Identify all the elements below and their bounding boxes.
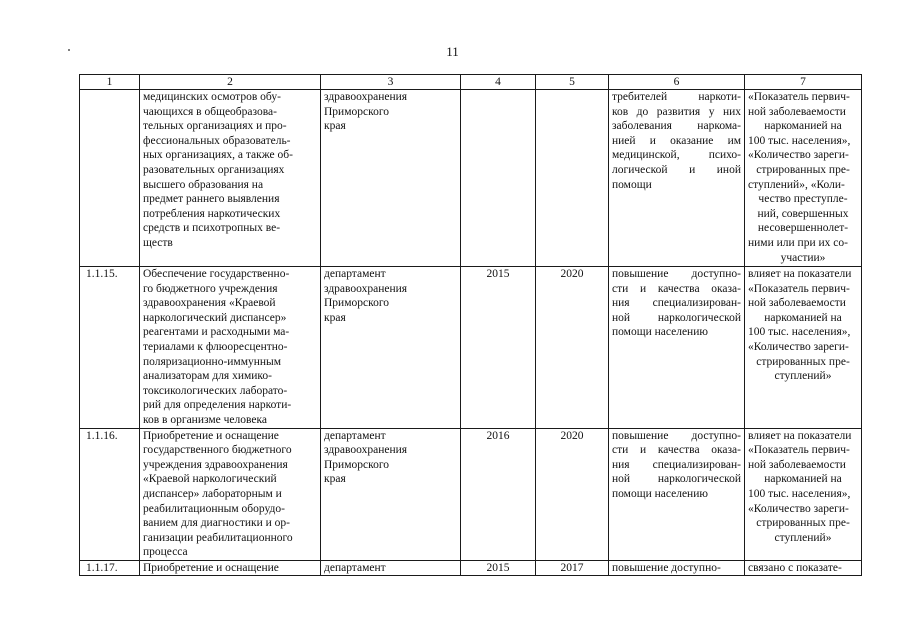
cell-indicator-line: ний, совершенных bbox=[757, 207, 849, 220]
cell-result-line: требителей наркоти- bbox=[612, 91, 741, 103]
cell-executor bbox=[321, 560, 461, 576]
cell-result-line: повышение доступно- bbox=[612, 429, 741, 442]
cell-start-year bbox=[461, 90, 536, 267]
cell-start-year: 2015 bbox=[461, 560, 536, 576]
cell-event-line: фессиональных образователь- bbox=[143, 134, 291, 147]
cell-result-line: ния специализирован- bbox=[612, 297, 741, 310]
cell-indicator-line: «Количество зареги- bbox=[748, 340, 849, 353]
cell-event-line: анализаторам для химико- bbox=[143, 370, 273, 383]
cell-result bbox=[609, 428, 745, 560]
cell-indicator bbox=[745, 90, 862, 267]
cell-number bbox=[80, 90, 140, 267]
cell-indicator-line: чество преступле- bbox=[758, 193, 848, 206]
cell-event-line: ванием для диагностики и ор- bbox=[143, 517, 290, 530]
cell-event-line: Приобретение и оснащение bbox=[143, 561, 279, 574]
cell-event-line: ществ bbox=[143, 236, 173, 249]
cell-event-line: предмет раннего выявления bbox=[143, 193, 280, 206]
cell-indicator-line: ступлений» bbox=[774, 531, 832, 544]
cell-indicator bbox=[745, 428, 862, 560]
cell-result-line: повышение доступно- bbox=[612, 268, 741, 280]
cell-start-year: 2015 bbox=[461, 267, 536, 429]
header-cell-number: 1 bbox=[80, 75, 140, 90]
cell-executor-line: здравоохранения bbox=[324, 444, 408, 457]
cell-executor bbox=[321, 90, 461, 267]
cell-indicator-line: ступлений» bbox=[774, 370, 832, 383]
cell-indicator-line: «Показатель первич- bbox=[748, 282, 850, 295]
cell-executor-line: департамент bbox=[324, 561, 386, 574]
cell-event-line: наркологический диспансер» bbox=[143, 311, 287, 324]
cell-event-line: государственного бюджетного bbox=[143, 444, 292, 457]
cell-indicator-line: стрированных пре- bbox=[756, 163, 850, 176]
cell-result-line: повышение доступно- bbox=[612, 561, 721, 574]
cell-result-line: логической и иной bbox=[612, 163, 741, 176]
cell-indicator-line: 100 тыс. населения», bbox=[748, 134, 851, 147]
cell-event-line: средств и психотропных ве- bbox=[143, 222, 281, 235]
cell-executor bbox=[321, 267, 461, 429]
table-row bbox=[80, 90, 862, 267]
cell-event-line: го бюджетного учреждения bbox=[143, 282, 278, 295]
header-cell-executor: 3 bbox=[321, 75, 461, 90]
cell-indicator-line: ной заболеваемости bbox=[748, 297, 846, 310]
cell-indicator-line: несовершеннолет- bbox=[757, 222, 849, 235]
cell-end-year: 2020 bbox=[536, 428, 609, 560]
cell-executor-line: Приморского bbox=[324, 297, 390, 310]
cell-result-line: нией и оказание им bbox=[612, 134, 741, 147]
cell-end-year: 2020 bbox=[536, 267, 609, 429]
cell-event-line: ков в организме человека bbox=[143, 413, 267, 426]
cell-event-line: диспансер» лабораторным и bbox=[143, 487, 282, 500]
cell-result-line: помощи населению bbox=[612, 326, 708, 339]
cell-event-line: чающихся в общеобразова- bbox=[143, 105, 277, 118]
cell-indicator-line: влияет на показатели bbox=[748, 268, 852, 280]
cell-result bbox=[609, 560, 745, 576]
cell-event-line: здравоохранения «Краевой bbox=[143, 297, 276, 310]
cell-indicator-line: наркоманией на bbox=[764, 120, 842, 133]
cell-event-line: «Краевой наркологический bbox=[143, 473, 277, 486]
program-table bbox=[79, 74, 862, 576]
cell-executor-line: Приморского bbox=[324, 105, 390, 118]
cell-event-line: рий для определения наркоти- bbox=[143, 399, 292, 412]
cell-indicator bbox=[745, 560, 862, 576]
cell-executor-line: края bbox=[324, 311, 346, 324]
header-cell-event: 2 bbox=[140, 75, 321, 90]
cell-event-line: высшего образования на bbox=[143, 178, 264, 191]
cell-executor bbox=[321, 428, 461, 560]
cell-indicator-line: 100 тыс. населения», bbox=[748, 326, 851, 339]
cell-executor-line: края bbox=[324, 120, 346, 133]
cell-event-line: учреждения здравоохранения bbox=[143, 458, 288, 471]
cell-event bbox=[140, 560, 321, 576]
cell-event-line: реабилитационным оборудо- bbox=[143, 502, 285, 515]
table-row bbox=[80, 267, 862, 429]
cell-result-line: помощи населению bbox=[612, 487, 708, 500]
cell-event-line: потребления наркотических bbox=[143, 207, 281, 220]
cell-number: 1.1.17. bbox=[80, 560, 140, 576]
header-cell-end: 5 bbox=[536, 75, 609, 90]
cell-result-line: сти и качества оказа- bbox=[612, 282, 741, 295]
cell-event-line: процесса bbox=[143, 546, 188, 559]
cell-result-line: ной наркологической bbox=[612, 473, 741, 486]
header-cell-start: 4 bbox=[461, 75, 536, 90]
cell-end-year: 2017 bbox=[536, 560, 609, 576]
cell-start-year: 2016 bbox=[461, 428, 536, 560]
cell-indicator-line: «Показатель первич- bbox=[748, 91, 850, 103]
cell-indicator bbox=[745, 267, 862, 429]
cell-indicator-line: ной заболеваемости bbox=[748, 458, 846, 471]
cell-end-year bbox=[536, 90, 609, 267]
page-number: 11 bbox=[446, 44, 459, 59]
cell-indicator-line: «Количество зареги- bbox=[748, 502, 849, 515]
cell-executor-line: Приморского bbox=[324, 458, 390, 471]
cell-indicator-line: «Показатель первич- bbox=[748, 444, 850, 457]
cell-event-line: тельных организациях и про- bbox=[143, 120, 287, 133]
cell-result-line: заболевания наркома- bbox=[612, 120, 741, 133]
cell-event-line: разовательных организациях bbox=[143, 163, 285, 176]
cell-event-line: токсикологических лаборато- bbox=[143, 384, 288, 397]
cell-indicator-line: стрированных пре- bbox=[756, 517, 850, 530]
cell-event-line: ганизации реабилитационного bbox=[143, 531, 293, 544]
cell-result-line: сти и качества оказа- bbox=[612, 444, 741, 457]
cell-event-line: ных организациях, а также об- bbox=[143, 149, 293, 162]
cell-indicator-line: стрированных пре- bbox=[756, 355, 850, 368]
header-cell-indicator: 7 bbox=[745, 75, 862, 90]
cell-event bbox=[140, 267, 321, 429]
cell-indicator-line: влияет на показатели bbox=[748, 429, 852, 442]
cell-result bbox=[609, 267, 745, 429]
cell-executor-line: края bbox=[324, 473, 346, 486]
header-row bbox=[80, 75, 862, 90]
cell-executor-line: здравоохранения bbox=[324, 91, 408, 103]
cell-executor-line: департамент bbox=[324, 429, 386, 442]
cell-executor-line: здравоохранения bbox=[324, 282, 408, 295]
cell-result-line: ков до развития у них bbox=[612, 105, 741, 118]
header-cell-result: 6 bbox=[609, 75, 745, 90]
cell-indicator-line: ной заболеваемости bbox=[748, 105, 846, 118]
cell-number: 1.1.16. bbox=[80, 428, 140, 560]
cell-event bbox=[140, 428, 321, 560]
cell-indicator-line: наркоманией на bbox=[764, 473, 842, 486]
cell-result-line: ния специализирован- bbox=[612, 458, 741, 471]
cell-indicator-line: «Количество зареги- bbox=[748, 149, 849, 162]
cell-indicator-line: ними или при их со- bbox=[748, 236, 848, 249]
cell-result-line: ной наркологической bbox=[612, 311, 741, 324]
cell-event-line: Обеспечение государственно- bbox=[143, 268, 290, 280]
cell-indicator-line: связано с показате- bbox=[748, 561, 842, 574]
cell-indicator-line: участии» bbox=[780, 251, 826, 264]
cell-indicator-line: 100 тыс. населения», bbox=[748, 487, 851, 500]
cell-event-line: медицинских осмотров обу- bbox=[143, 91, 281, 103]
cell-event-line: териалами к флюоресцентно- bbox=[143, 340, 288, 353]
table-row bbox=[80, 560, 862, 576]
cell-result bbox=[609, 90, 745, 267]
cell-event-line: Приобретение и оснащение bbox=[143, 429, 279, 442]
cell-indicator-line: наркоманией на bbox=[764, 311, 842, 324]
cell-result-line: медицинской, психо- bbox=[612, 149, 741, 162]
table-row bbox=[80, 428, 862, 560]
cell-event-line: поляризационно-иммунным bbox=[143, 355, 282, 368]
cell-event bbox=[140, 90, 321, 267]
cell-executor-line: департамент bbox=[324, 268, 386, 280]
cell-result-line: помощи bbox=[612, 178, 652, 191]
cell-indicator-line: ступлений», «Коли- bbox=[748, 178, 845, 191]
cell-number: 1.1.15. bbox=[80, 267, 140, 429]
cell-event-line: реагентами и расходными ма- bbox=[143, 326, 290, 339]
